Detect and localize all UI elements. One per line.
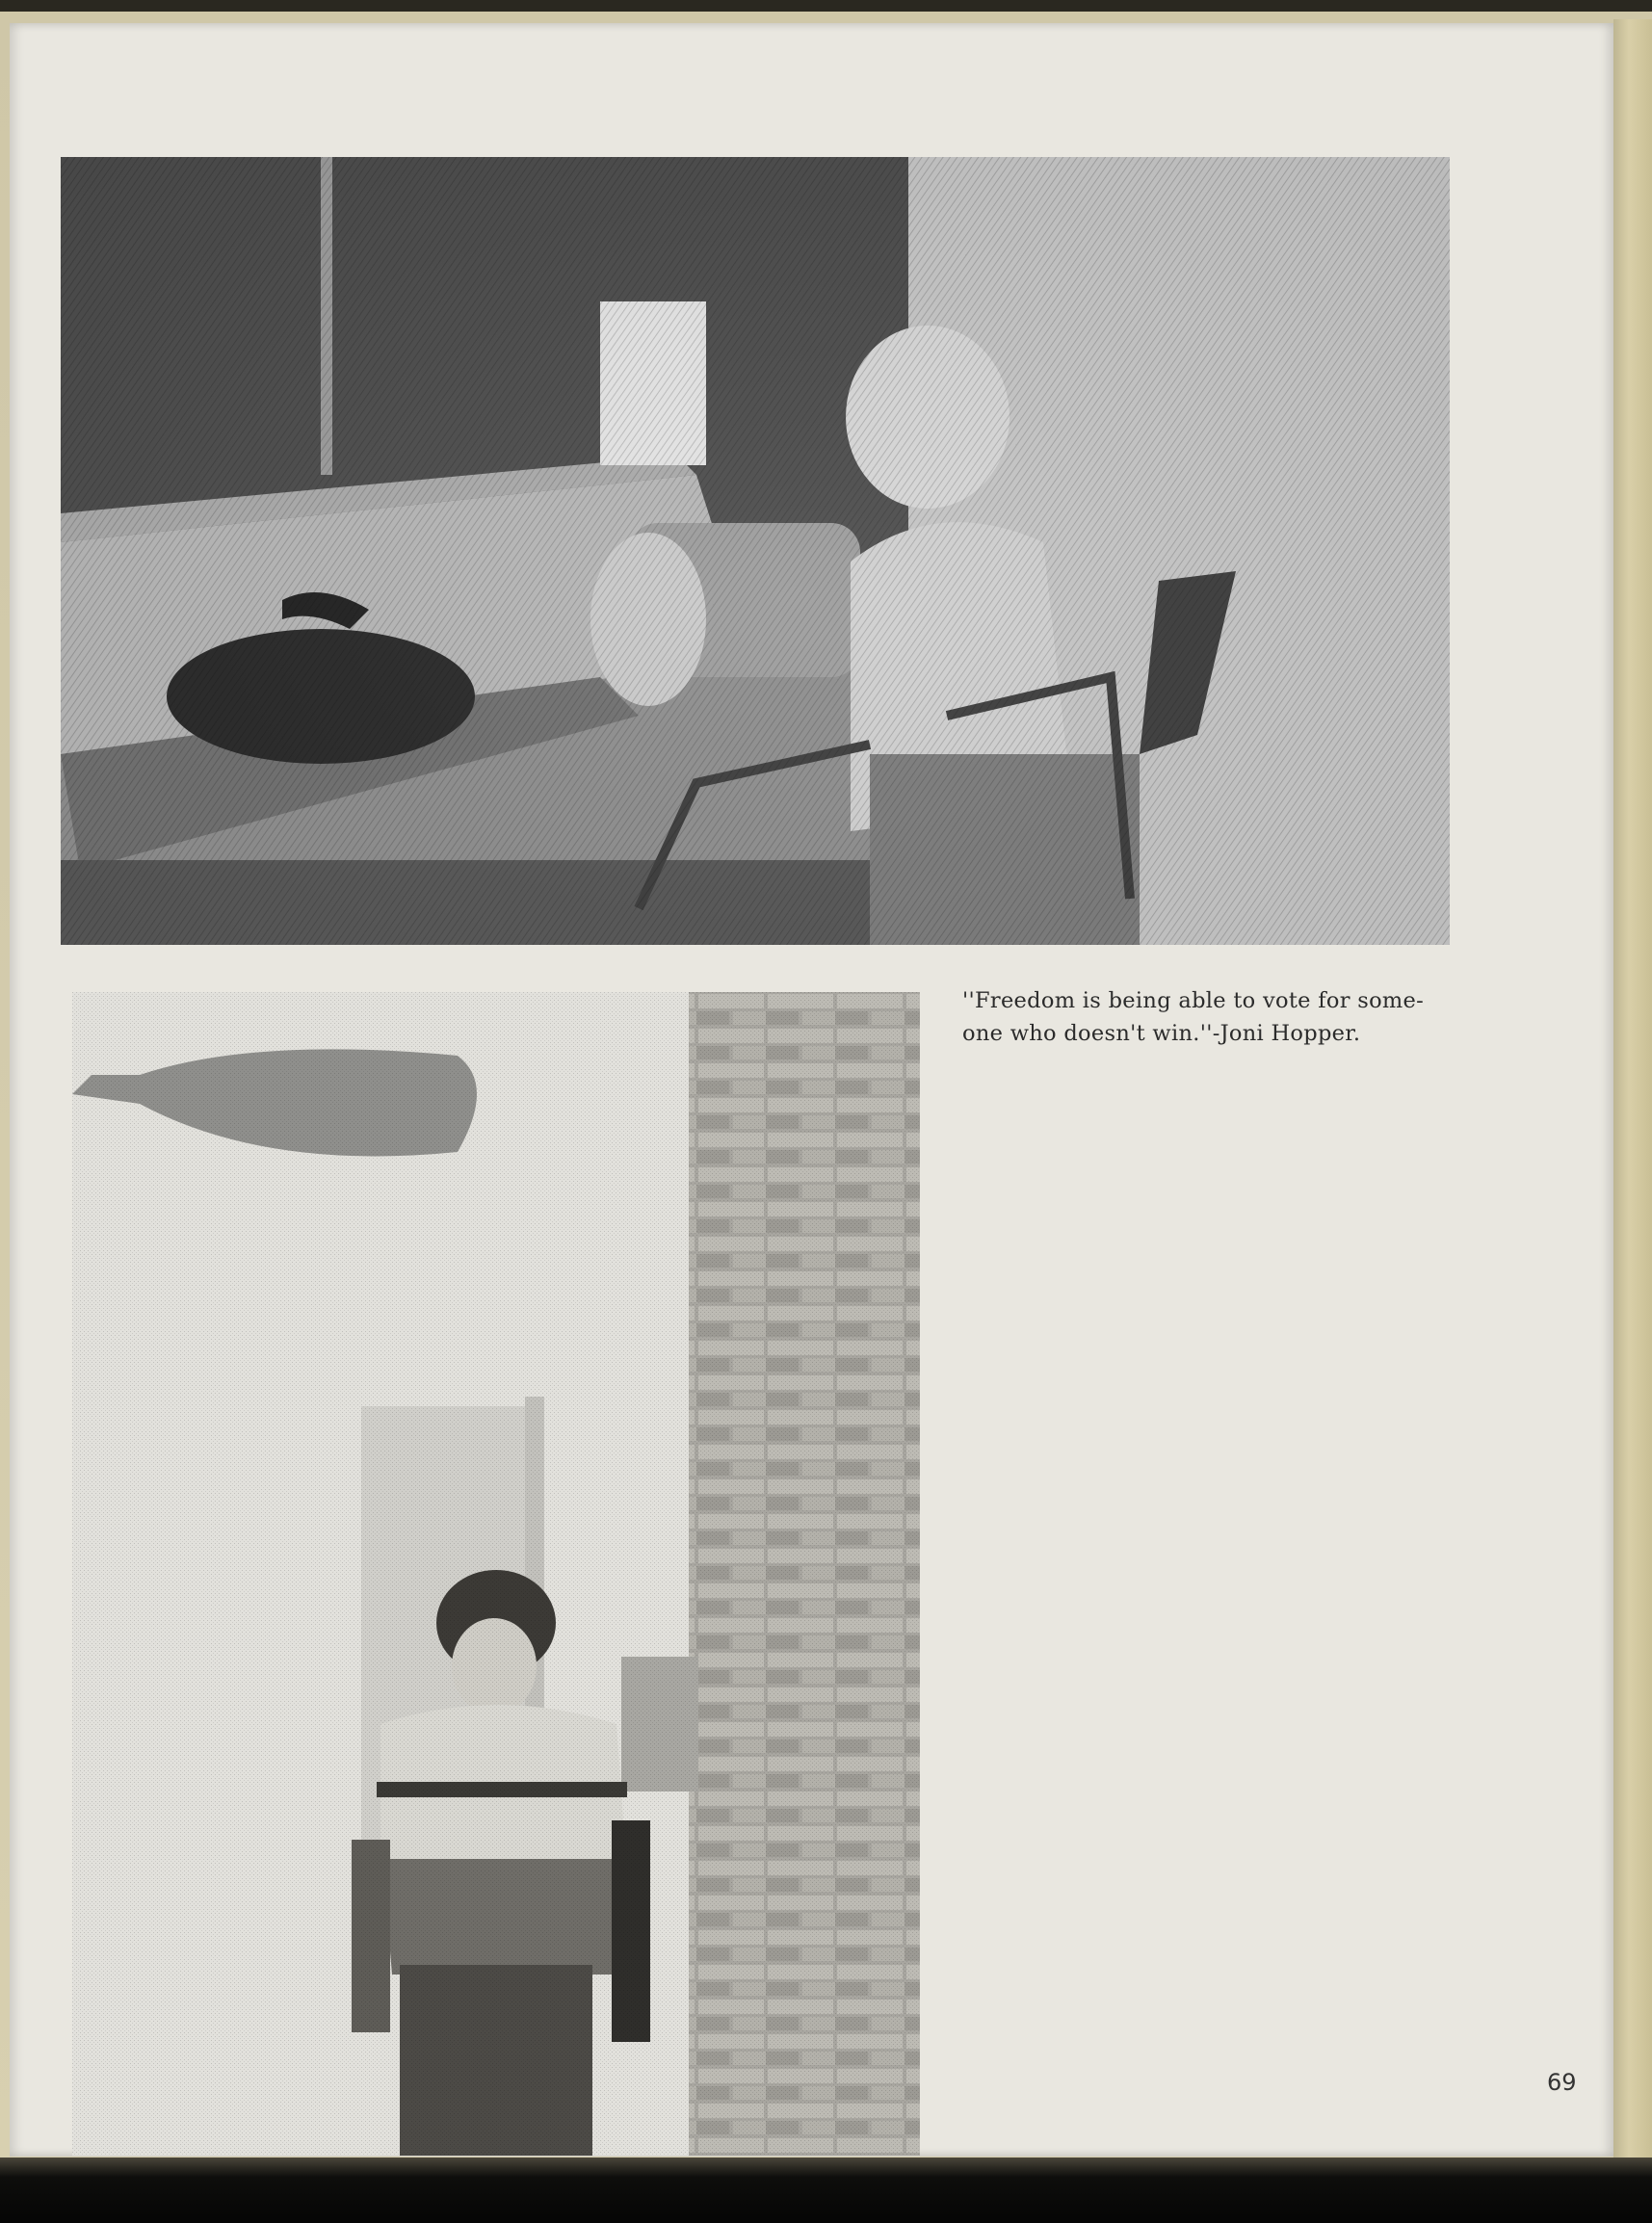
page-number: 69 [1547,2069,1577,2096]
quote-line-2: one who doesn't win.''-Joni Hopper. [962,1021,1361,1046]
page-bottom-shadow [0,2158,1652,2223]
quote-line-1: ''Freedom is being able to vote for some- [962,988,1425,1013]
classroom-typing-photo [61,157,1450,945]
student-walking-photo [72,992,920,2156]
caption-quote [962,984,1482,1050]
cover-edge [1613,19,1652,2162]
